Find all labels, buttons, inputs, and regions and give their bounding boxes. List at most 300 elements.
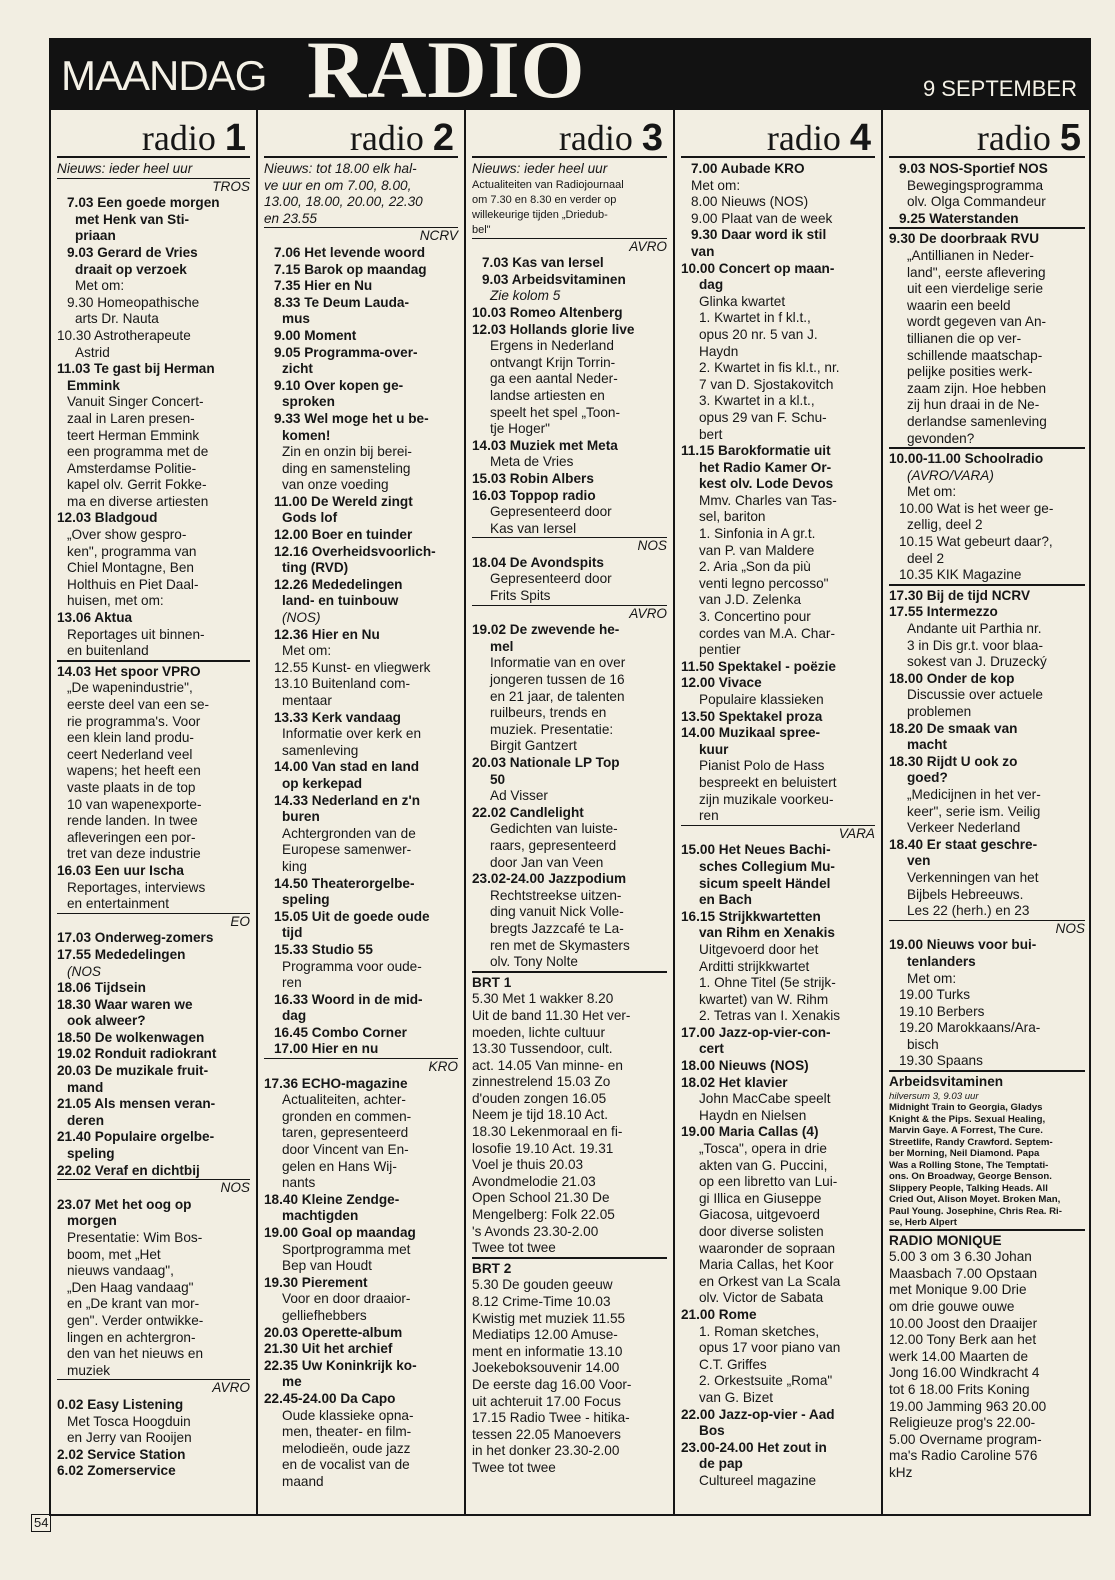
program-list bbox=[57, 161, 250, 1480]
program-line: Maria Callas, het Koor bbox=[699, 1257, 834, 1273]
program-line: Cultureel magazine bbox=[699, 1472, 817, 1488]
program-line: nants bbox=[282, 1175, 316, 1191]
program-line: olv. Victor de Sabata bbox=[699, 1290, 824, 1306]
program-line: ma's Radio Caroline 576 bbox=[889, 1448, 1038, 1464]
station-number: 3 bbox=[641, 117, 663, 159]
program-line: Andante uit Parthia nr. bbox=[907, 621, 1042, 637]
program-line: speling bbox=[282, 892, 330, 908]
program-line: muziek. Presentatie: bbox=[490, 721, 614, 737]
header-date: 9 SEPTEMBER bbox=[922, 76, 1077, 101]
program-line: 13.50 Spektakel proza bbox=[681, 708, 823, 724]
program-line: 22.02 Candlelight bbox=[472, 804, 584, 820]
program-line: vaste plaats in de top bbox=[67, 779, 196, 795]
program-line: Paul Young. Josephine, Chris Rea. Ri- bbox=[889, 1205, 1062, 1217]
program-line: 21.00 Rome bbox=[681, 1306, 757, 1322]
program-line: Met Tosca Hoogduin bbox=[67, 1413, 191, 1429]
program-line: 2. Tetras van I. Xenakis bbox=[699, 1008, 841, 1024]
program-line: 10.00-11.00 Schoolradio bbox=[889, 447, 1085, 468]
program-line: „Antillianen in Neder- bbox=[907, 247, 1034, 263]
program-line: Haydn en Nielsen bbox=[699, 1107, 807, 1123]
program-line: 14.33 Nederland en z'n bbox=[274, 792, 421, 808]
program-line: gevonden? bbox=[907, 430, 975, 446]
program-line: gen". Verder ontwikke- bbox=[67, 1312, 204, 1328]
program-line: BRT 2 bbox=[472, 1257, 667, 1278]
program-line: 13.06 Aktua bbox=[57, 610, 133, 626]
program-line: Programma voor oude- bbox=[282, 958, 422, 974]
program-line: 10.00 Joost den Draaijer bbox=[889, 1315, 1038, 1331]
program-line: Holthuis en Piet Daal- bbox=[67, 576, 199, 592]
program-line: rende landen. In twee bbox=[67, 813, 198, 829]
program-line: akten van G. Puccini, bbox=[699, 1157, 828, 1173]
program-line: zinnestrelend 15.03 Zo bbox=[472, 1074, 611, 1090]
program-line: ve uur en om 7.00, 8.00, bbox=[264, 177, 412, 193]
program-line: kwartet) van W. Rihm bbox=[699, 991, 829, 1007]
station-label: radio bbox=[766, 118, 841, 158]
column-radio-5 bbox=[883, 110, 1091, 1514]
program-line: zicht bbox=[282, 361, 313, 377]
program-line: goed? bbox=[907, 770, 948, 786]
program-line: ren bbox=[282, 975, 302, 991]
program-line: Astrid bbox=[75, 344, 110, 360]
program-line: 11.50 Spektakel - poëzie bbox=[681, 658, 836, 674]
station-number: 4 bbox=[849, 117, 871, 159]
program-line: wordt gegeven van An- bbox=[907, 314, 1047, 330]
program-line: en „De krant van mor- bbox=[67, 1296, 200, 1312]
program-line: van bbox=[691, 243, 715, 259]
program-line: 16.45 Combo Corner bbox=[274, 1024, 407, 1040]
program-line: 19.30 Spaans bbox=[899, 1053, 983, 1069]
column-radio-3 bbox=[466, 110, 675, 1514]
program-line: uit een vierdelige serie bbox=[907, 281, 1044, 297]
program-line: 5.30 De gouden geeuw bbox=[472, 1277, 613, 1293]
program-line: speling bbox=[67, 1146, 115, 1162]
program-line: tillianen die op ver- bbox=[907, 330, 1022, 346]
program-line: 9.05 Programma-over- bbox=[274, 344, 418, 360]
program-line: morgen bbox=[67, 1213, 117, 1229]
program-line: (NOS) bbox=[282, 610, 321, 626]
program-line: Birgit Gantzert bbox=[490, 738, 577, 754]
program-line: Ergens in Nederland bbox=[490, 338, 614, 354]
program-line: het Radio Kamer Or- bbox=[699, 459, 832, 475]
program-line: olv. Olga Commandeur bbox=[907, 194, 1046, 210]
program-line: ren bbox=[699, 808, 719, 824]
program-line: 22.00 Jazz-op-vier - Aad bbox=[681, 1406, 835, 1422]
program-line: Europese samenwer- bbox=[282, 842, 412, 858]
program-line: Neem je tijd 18.10 Act. bbox=[472, 1107, 609, 1123]
program-list bbox=[681, 161, 875, 1490]
program-line: 11.00 De Wereld zingt bbox=[274, 493, 413, 509]
program-line: muziek bbox=[67, 1362, 111, 1378]
program-line: cordes van M.A. Char- bbox=[699, 625, 835, 641]
program-line: bregts Jazzcafé te La- bbox=[490, 920, 624, 936]
program-line: 12.03 Bladgoud bbox=[57, 510, 158, 526]
program-line: Haydn bbox=[699, 343, 739, 359]
program-line: 18.40 Er staat geschre- bbox=[889, 836, 1038, 852]
program-line: 14.50 Theaterorgelbe- bbox=[274, 875, 415, 891]
program-line: 3 in Dis gr.t. voor blaa- bbox=[907, 637, 1043, 653]
program-line: sel, bariton bbox=[699, 509, 766, 525]
program-line: bisch bbox=[907, 1036, 939, 1052]
program-line: melodieën, oude jazz bbox=[282, 1440, 411, 1456]
program-line: 9.00 Moment bbox=[274, 327, 357, 343]
program-line: teert Herman Emmink bbox=[67, 427, 200, 443]
header-day: MAANDAG bbox=[61, 52, 267, 99]
program-line: 9.30 Homeopathische bbox=[67, 294, 200, 310]
program-line: van J.D. Zelenka bbox=[699, 592, 801, 608]
program-line: Kwistig met muziek 11.55 bbox=[472, 1310, 626, 1326]
program-line: king bbox=[282, 858, 307, 874]
program-line: kapel olv. Gerrit Fokke- bbox=[67, 477, 207, 493]
program-line: VARA bbox=[681, 825, 875, 843]
program-line: Uitgevoerd door het bbox=[699, 941, 819, 957]
program-line: taren, gepresenteerd bbox=[282, 1125, 409, 1141]
program-line: Giacosa, uitgevoerd bbox=[699, 1207, 820, 1223]
program-line: schillende maatschap- bbox=[907, 347, 1043, 363]
program-line: 22.02 Veraf en dichtbij bbox=[57, 1162, 200, 1178]
program-line: tenlanders bbox=[907, 953, 976, 969]
program-line: Verkeer Nederland bbox=[907, 820, 1021, 836]
program-line: deel 2 bbox=[907, 550, 945, 566]
program-line: Twee tot twee bbox=[472, 1240, 556, 1256]
program-line: raars, gepresenteerd bbox=[490, 837, 617, 853]
program-line: Jong 16.00 Windkracht 4 bbox=[889, 1365, 1040, 1381]
program-line: 9.03 Gerard de Vries bbox=[67, 244, 198, 260]
program-line: mel bbox=[490, 638, 514, 654]
program-line: 19.30 Pierement bbox=[264, 1274, 368, 1290]
program-line: 7.06 Het levende woord bbox=[274, 244, 426, 260]
program-line: Les 22 (herh.) en 23 bbox=[907, 903, 1030, 919]
program-line: werk 14.00 Maarten de bbox=[889, 1348, 1029, 1364]
page-header bbox=[49, 24, 1091, 115]
program-line: 15.05 Uit de goede oude bbox=[274, 908, 430, 924]
station-heading bbox=[57, 110, 250, 158]
program-line: deren bbox=[67, 1112, 105, 1128]
program-line: draait op verzoek bbox=[75, 261, 187, 277]
program-line: 9.10 Over kopen ge- bbox=[274, 377, 404, 393]
program-line: 19.20 Marokkaans/Ara- bbox=[899, 1020, 1041, 1036]
program-line: 9.25 Waterstanden bbox=[899, 210, 1019, 226]
program-line: 13.33 Kerk vandaag bbox=[274, 709, 401, 725]
program-line: 13.00, 18.00, 20.00, 22.30 bbox=[264, 194, 423, 210]
program-line: zaam zijn. Hoe hebben bbox=[907, 380, 1047, 396]
program-line: 14.03 Muziek met Meta bbox=[472, 437, 618, 453]
program-line: 8.00 Nieuws (NOS) bbox=[691, 194, 809, 210]
program-line: 12.16 Overheidsvoorlich- bbox=[274, 543, 436, 559]
station-label: radio bbox=[349, 118, 424, 158]
program-line: kuur bbox=[699, 741, 729, 757]
program-line: buren bbox=[282, 809, 320, 825]
program-line: 18.30 Lekenmoraal en fi- bbox=[472, 1124, 623, 1140]
program-line: 19.10 Berbers bbox=[899, 1003, 985, 1019]
program-line: 10.35 KIK Magazine bbox=[899, 567, 1022, 583]
program-line: nieuws vandaag", bbox=[67, 1263, 174, 1279]
program-line: wapens; het heeft een bbox=[67, 763, 201, 779]
program-line: Kas van Iersel bbox=[490, 520, 577, 536]
program-line: se, Herb Alpert bbox=[889, 1217, 957, 1229]
program-line: EO bbox=[57, 913, 250, 931]
program-line: gelen en Hans Wij- bbox=[282, 1158, 397, 1174]
program-line: Voel je thuis 20.03 bbox=[472, 1157, 584, 1173]
program-line: Pianist Polo de Hass bbox=[699, 758, 825, 774]
program-line: den van het nieuws en bbox=[67, 1346, 204, 1362]
program-line: Maasbach 7.00 Opstaan bbox=[889, 1265, 1038, 1281]
program-line: 10.15 Wat gebeurt daar?, bbox=[899, 534, 1053, 550]
program-line: mus bbox=[282, 311, 310, 327]
program-line: venti legno percosso" bbox=[699, 575, 829, 591]
station-label: radio bbox=[976, 118, 1051, 158]
program-line: KRO bbox=[264, 1058, 458, 1076]
program-line: Nieuws: tot 18.00 elk hal- bbox=[264, 161, 417, 176]
program-line: Uit de band 11.30 Het ver- bbox=[472, 1007, 631, 1023]
program-line: Zie kolom 5 bbox=[490, 288, 561, 304]
program-line: 20.03 Operette-album bbox=[264, 1324, 403, 1340]
program-line: 12.00 Boer en tuinder bbox=[274, 527, 413, 543]
program-line: 15.03 Robin Albers bbox=[472, 470, 594, 486]
program-line: en Bach bbox=[699, 892, 752, 908]
program-line: 17.36 ECHO-magazine bbox=[264, 1075, 408, 1091]
station-heading bbox=[681, 110, 875, 158]
program-line: 13.10 Buitenland com- bbox=[274, 676, 411, 692]
program-line: NOS bbox=[57, 1179, 250, 1197]
program-line: ment en informatie 13.10 bbox=[472, 1343, 623, 1359]
program-line: 14.03 Het spoor VPRO bbox=[57, 660, 250, 681]
program-line: Reportages uit binnen- bbox=[67, 626, 205, 642]
program-line: 18.06 Tijdsein bbox=[57, 980, 146, 996]
program-line: Twee tot twee bbox=[472, 1459, 556, 1475]
program-line: ga een aantal Neder- bbox=[490, 371, 618, 387]
program-line: Bos bbox=[699, 1423, 725, 1439]
program-line: ceert Nederland veel bbox=[67, 746, 193, 762]
program-line: 14.00 Van stad en land bbox=[274, 759, 420, 775]
program-line: uit achteruit 17.00 Focus bbox=[472, 1393, 621, 1409]
program-line: door Jan van Veen bbox=[490, 854, 604, 870]
program-line: 10.00 Concert op maan- bbox=[681, 260, 835, 276]
program-line: tret van deze industrie bbox=[67, 846, 201, 862]
program-line: 7.03 Kas van Iersel bbox=[482, 255, 604, 271]
program-line: Nieuws: ieder heel uur bbox=[472, 161, 608, 176]
program-line: 12.55 Kunst- en vliegwerk bbox=[274, 659, 431, 675]
program-line: bespreekt en beluistert bbox=[699, 774, 837, 790]
program-line: 9.30 Daar word ik stil bbox=[691, 227, 827, 243]
program-line: 1. Ohne Titel (5e strijk- bbox=[699, 975, 836, 991]
program-line: 10.00 Wat is het weer ge- bbox=[899, 500, 1054, 516]
program-line: 17.15 Radio Twee - hitika- bbox=[472, 1410, 630, 1426]
program-line: een programma met de bbox=[67, 444, 209, 460]
program-line: John MacCabe speelt bbox=[699, 1091, 831, 1107]
program-line: ber Morning, Neil Diamond. Papa bbox=[889, 1148, 1040, 1160]
program-line: Zin en onzin bij berei- bbox=[282, 444, 412, 460]
program-line: Oude klassieke opna- bbox=[282, 1407, 414, 1423]
program-line: 5.30 Met 1 wakker 8.20 bbox=[472, 991, 614, 1007]
program-line: rie programma's. Voor bbox=[67, 713, 201, 729]
program-line: 23.07 Met het oog op bbox=[57, 1196, 192, 1212]
program-line: „Medicijnen in het ver- bbox=[907, 786, 1041, 802]
program-line: in het donker 23.30-2.00 bbox=[472, 1443, 620, 1459]
station-label: radio bbox=[558, 118, 633, 158]
program-line: „De wapenindustrie", bbox=[67, 680, 193, 696]
program-line: 23.02-24.00 Jazzpodium bbox=[472, 871, 627, 887]
program-line: 19.00 Nieuws voor bui- bbox=[889, 937, 1037, 953]
program-line: derlandse samenleving bbox=[907, 413, 1047, 429]
program-line: 1. Roman sketches, bbox=[699, 1323, 820, 1339]
program-line: 16.03 Een uur Ischa bbox=[57, 862, 184, 878]
program-line: Avondmelodie 21.03 bbox=[472, 1173, 596, 1189]
station-number: 5 bbox=[1059, 117, 1081, 159]
program-line: Informatie over kerk en bbox=[282, 726, 422, 742]
program-line: Gedichten van luiste- bbox=[490, 821, 618, 837]
program-line: 18.20 De smaak van bbox=[889, 720, 1018, 736]
program-line: 19.00 Jamming 963 20.00 bbox=[889, 1398, 1047, 1414]
program-line: afleveringen een por- bbox=[67, 829, 196, 845]
program-line: 22.45-24.00 Da Capo bbox=[264, 1390, 396, 1406]
program-line: zaal in Laren presen- bbox=[67, 410, 195, 426]
program-line: 18.50 De wolkenwagen bbox=[57, 1029, 205, 1045]
program-line: sches Collegium Mu- bbox=[699, 858, 835, 874]
program-line: tijd bbox=[282, 925, 303, 941]
program-line: 13.30 Tussendoor, cult. bbox=[472, 1041, 613, 1057]
program-line: cert bbox=[699, 1041, 724, 1057]
program-line: De eerste dag 16.00 Voor- bbox=[472, 1376, 632, 1392]
program-line: jongeren tussen de 16 bbox=[490, 672, 625, 688]
program-line: 18.40 Kleine Zendge- bbox=[264, 1191, 400, 1207]
program-line: Populaire klassieken bbox=[699, 692, 824, 707]
program-line: Amsterdamse Politie- bbox=[67, 460, 197, 476]
program-line: 2. Kwartet in fis kl.t., nr. bbox=[699, 360, 840, 376]
program-line: 23.00-24.00 Het zout in bbox=[681, 1439, 827, 1455]
program-line: Arbeidsvitaminen bbox=[889, 1070, 1085, 1091]
program-line: 16.03 Toppop radio bbox=[472, 487, 596, 503]
program-line: de pap bbox=[699, 1456, 743, 1472]
program-line: Bijbels Hebreeuws. bbox=[907, 886, 1024, 902]
program-line: 9.03 Arbeidsvitaminen bbox=[482, 271, 626, 287]
program-line: (AVRO/VARA) bbox=[907, 467, 994, 483]
program-line: Met om: bbox=[282, 643, 332, 659]
program-line: 5.00 3 om 3 6.30 Johan bbox=[889, 1249, 1032, 1265]
program-line: boom, met „Het bbox=[67, 1246, 161, 1262]
program-line: Met om: bbox=[907, 970, 957, 986]
program-line: pelijke posities werk- bbox=[907, 364, 1033, 380]
column-radio-4 bbox=[675, 110, 883, 1514]
station-heading bbox=[472, 110, 667, 158]
program-line: Joekeboksouvenir 14.00 bbox=[472, 1360, 620, 1376]
program-line: Actualiteiten van Radiojournaal bbox=[472, 178, 624, 191]
program-line: TROS bbox=[57, 178, 250, 196]
program-line: Frits Spits bbox=[490, 588, 551, 604]
program-line: sproken bbox=[282, 394, 335, 410]
program-line: en Jerry van Rooijen bbox=[67, 1430, 192, 1446]
station-number: 2 bbox=[432, 117, 454, 159]
program-line: 9.30 De doorbraak RVU bbox=[889, 227, 1085, 248]
program-line: 18.02 Het klavier bbox=[681, 1074, 788, 1090]
program-line: ding vanuit Nick Volle- bbox=[490, 904, 624, 920]
column-radio-2 bbox=[258, 110, 466, 1514]
program-line: Gepresenteerd door bbox=[490, 504, 612, 520]
program-line: en 21 jaar, de talenten bbox=[490, 688, 625, 704]
program-line: AVRO bbox=[472, 238, 667, 256]
program-line: 21.30 Uit het archief bbox=[264, 1341, 393, 1357]
program-line: opus 17 voor piano van bbox=[699, 1340, 841, 1356]
program-line: landse artiesten en bbox=[490, 387, 605, 403]
program-line: 10.30 Astrotherapeute bbox=[57, 327, 191, 343]
program-line: 15.33 Studio 55 bbox=[274, 941, 373, 957]
program-line: 18.00 Onder de kop bbox=[889, 670, 1015, 686]
program-line: huisen, met om: bbox=[67, 593, 164, 609]
program-line: tot 6 18.00 Frits Koning bbox=[889, 1382, 1030, 1397]
station-label: radio bbox=[141, 118, 216, 158]
program-line: willekeurige tijden „Driedub- bbox=[472, 208, 608, 221]
program-line: ruilbeurs, trends en bbox=[490, 705, 607, 721]
program-line: bert bbox=[699, 426, 723, 442]
program-line: Cried Out, Alison Moyet. Broken Man, bbox=[889, 1194, 1061, 1206]
program-line: NCRV bbox=[264, 227, 458, 245]
station-heading bbox=[264, 110, 458, 158]
program-line: 12.36 Hier en Nu bbox=[274, 626, 380, 642]
program-line: Reportages, interviews bbox=[67, 879, 206, 895]
program-line: eerste deel van een se- bbox=[67, 697, 210, 712]
program-line: priaan bbox=[75, 228, 116, 244]
program-line: Voor en door draaior- bbox=[282, 1291, 411, 1307]
program-line: Met om: bbox=[907, 484, 957, 500]
program-line: 21.40 Populaire orgelbe- bbox=[57, 1129, 215, 1145]
program-line: macht bbox=[907, 737, 948, 753]
program-line: Presentatie: Wim Bos- bbox=[67, 1230, 203, 1245]
program-line: 7.15 Barok op maandag bbox=[274, 261, 427, 277]
program-line: 5.00 Overname program- bbox=[889, 1431, 1042, 1447]
program-line: 12.03 Hollands glorie live bbox=[472, 321, 635, 337]
program-line: 20.03 De muzikale fruit- bbox=[57, 1063, 209, 1079]
program-line: speelt het spel „Toon- bbox=[490, 404, 620, 420]
program-line: dag bbox=[282, 1008, 307, 1024]
program-line: ding en samensteling bbox=[282, 460, 411, 476]
program-line: AVRO bbox=[57, 1379, 250, 1397]
station-heading bbox=[889, 110, 1085, 158]
program-line: 8.12 Crime-Time 10.03 bbox=[472, 1294, 611, 1309]
program-line: opus 29 van F. Schu- bbox=[699, 409, 827, 425]
program-line: waaronder de sopraan bbox=[699, 1240, 836, 1256]
program-line: met Monique 9.00 Drie bbox=[889, 1282, 1027, 1298]
program-line: door diverse solisten bbox=[699, 1224, 824, 1239]
program-line: bel" bbox=[472, 223, 491, 236]
program-line: land- en tuinbouw bbox=[282, 593, 399, 609]
program-line: tje Hoger" bbox=[490, 421, 550, 437]
program-list bbox=[889, 161, 1085, 1482]
program-line: Informatie van en over bbox=[490, 655, 626, 671]
program-line: men, theater- en film- bbox=[282, 1424, 412, 1440]
program-line: 9.33 Wel moge het u be- bbox=[274, 410, 429, 426]
program-line: lingen en achtergron- bbox=[67, 1329, 196, 1345]
program-line: en buitenland bbox=[67, 643, 149, 659]
program-line: door Vincent van En- bbox=[282, 1142, 409, 1158]
program-line: losofie 19.10 Act. 19.31 bbox=[472, 1140, 614, 1156]
program-line: en entertainment bbox=[67, 896, 170, 912]
program-line: 14.00 Muzikaal spree- bbox=[681, 725, 821, 741]
program-line: C.T. Griffes bbox=[699, 1356, 767, 1372]
program-line: 2. Aria „Son da più bbox=[699, 559, 811, 575]
program-line: 21.05 Als mensen veran- bbox=[57, 1096, 216, 1112]
program-line: 16.33 Woord in de mid- bbox=[274, 991, 423, 1007]
program-line: 2.02 Service Station bbox=[57, 1446, 186, 1462]
program-line: Bewegingsprogramma bbox=[907, 177, 1044, 193]
program-line: 11.03 Te gast bij Herman bbox=[57, 361, 215, 377]
program-line: Emmink bbox=[67, 377, 120, 393]
program-line: 12.26 Mededelingen bbox=[274, 576, 403, 592]
program-line: 18.04 De Avondspits bbox=[472, 554, 604, 570]
program-line: mentaar bbox=[282, 693, 332, 708]
program-line: en 23.55 bbox=[264, 210, 317, 226]
program-line: opus 20 nr. 5 van J. bbox=[699, 326, 818, 342]
program-line: Knight & the Pips. Sexual Healing, bbox=[889, 1113, 1046, 1125]
program-line: Bep van Houdt bbox=[282, 1258, 372, 1274]
